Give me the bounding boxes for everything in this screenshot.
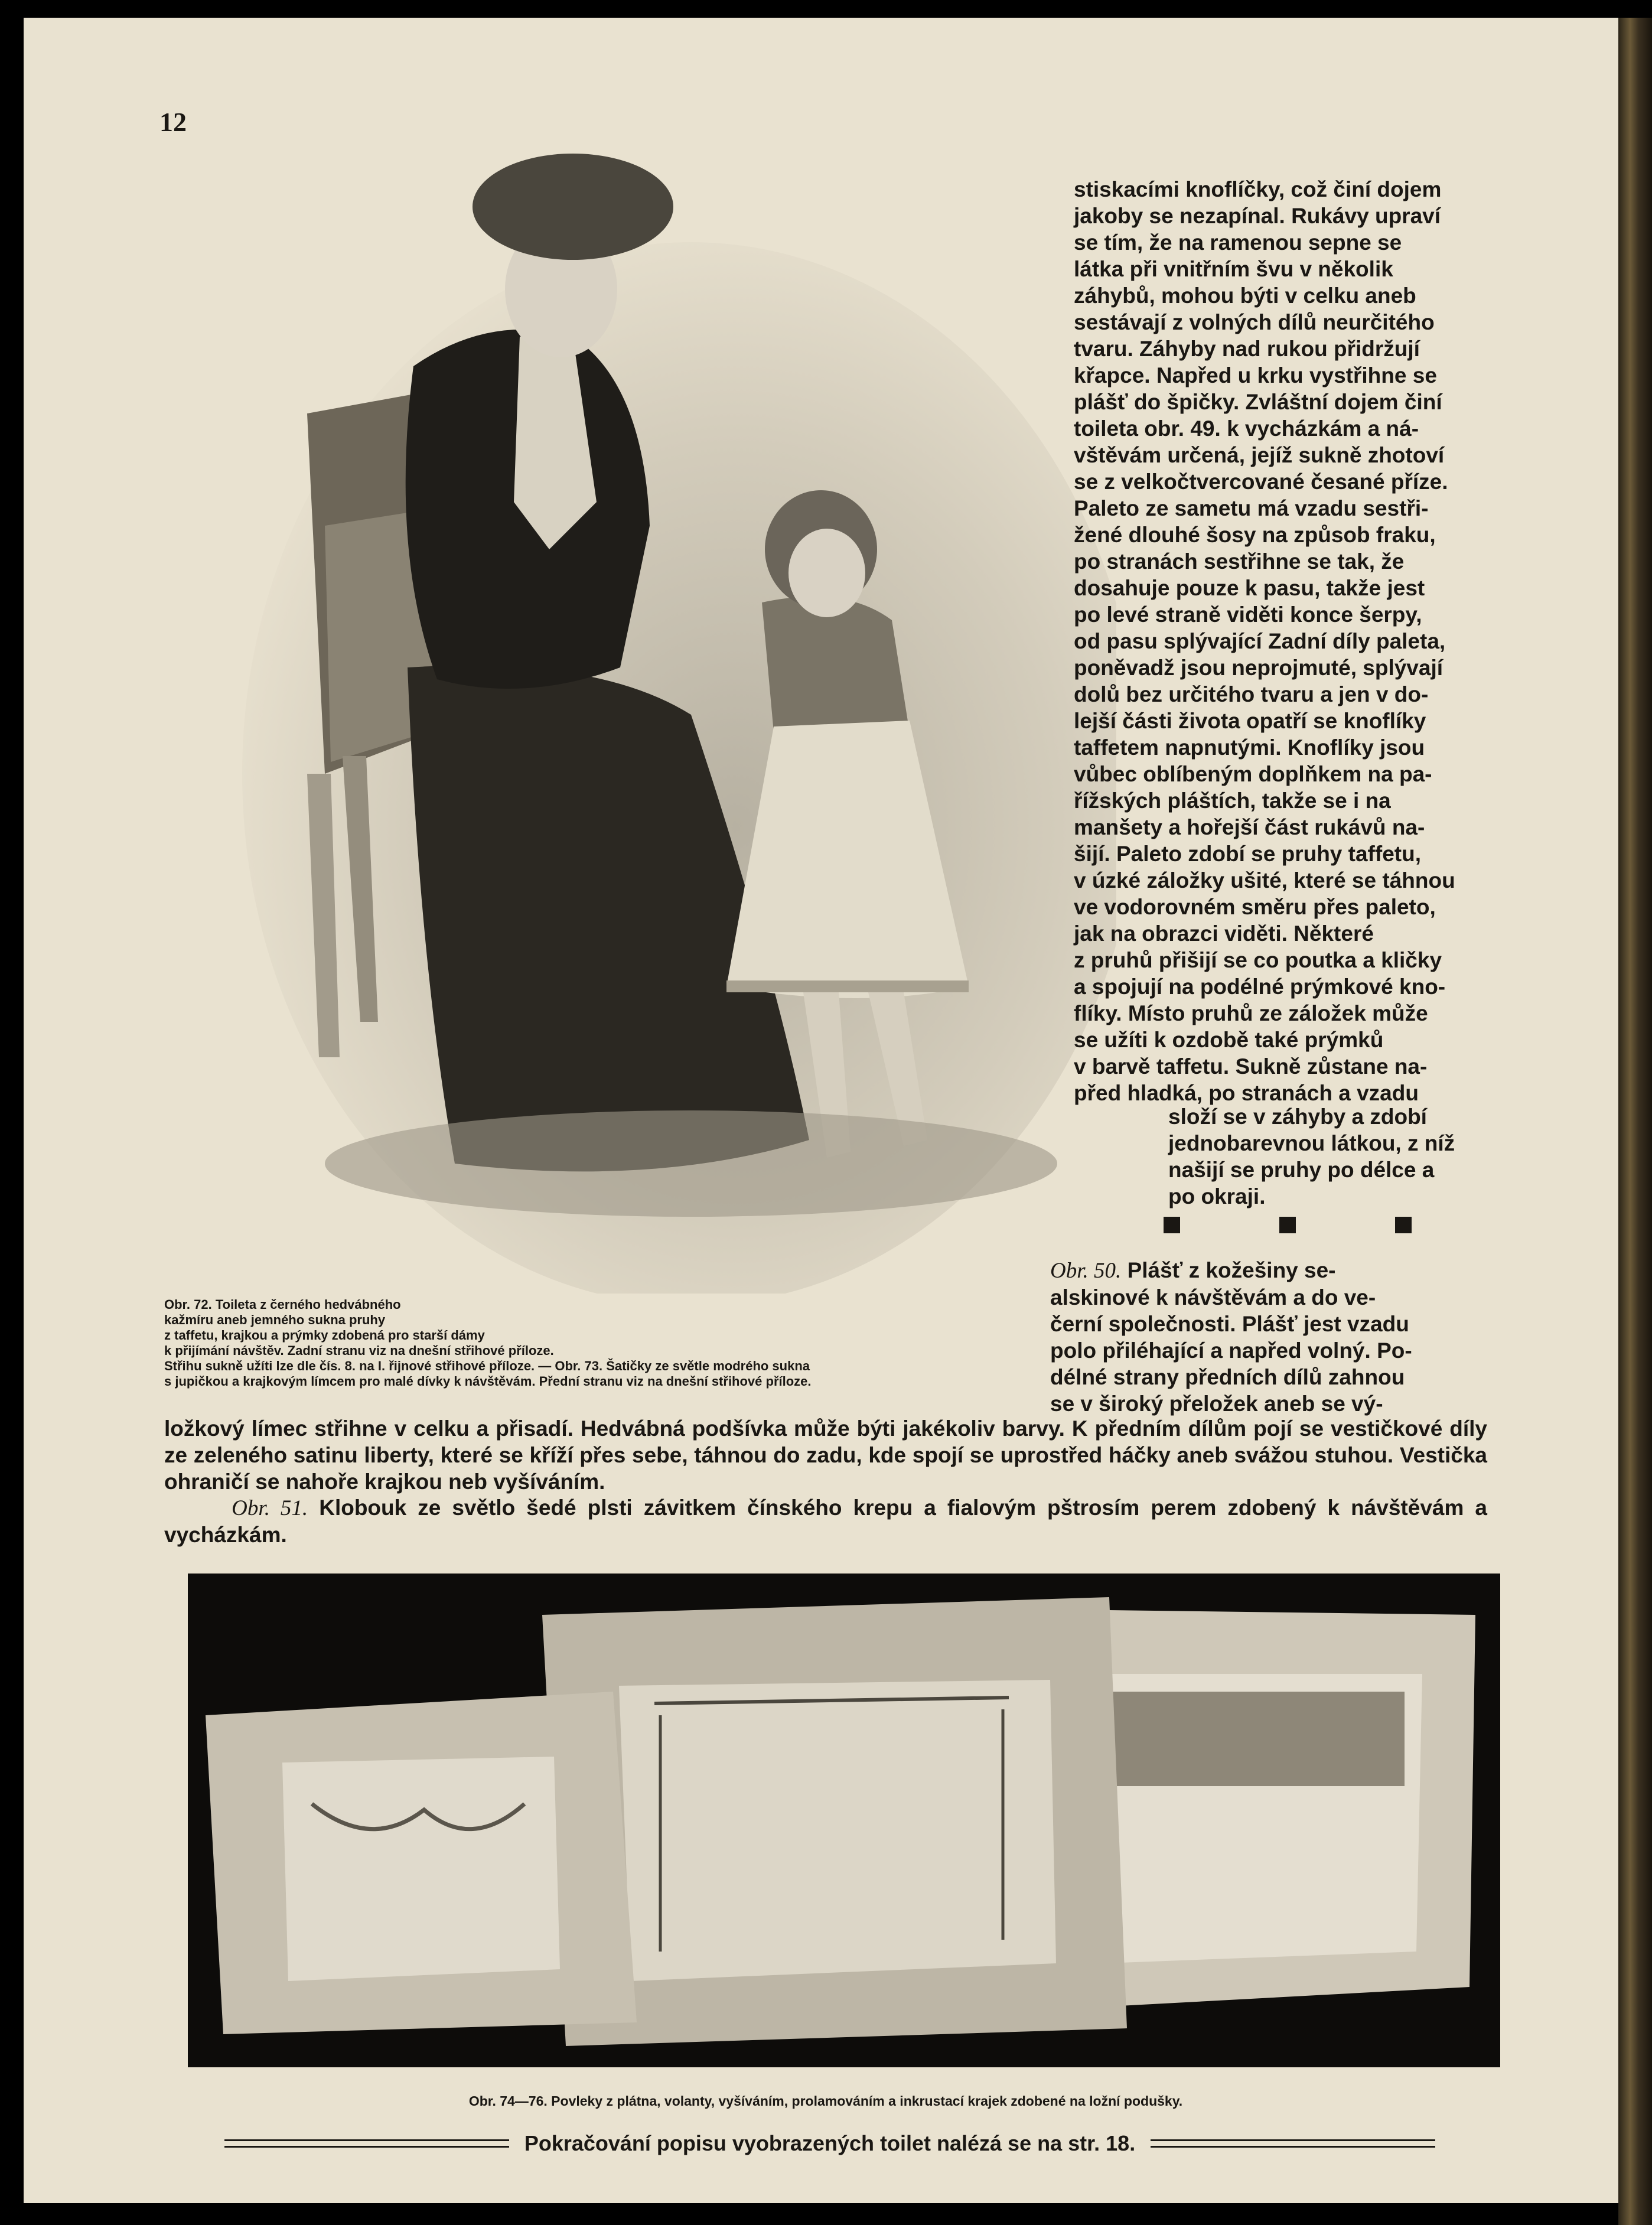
obr51-text: Klobouk ze světlo šedé plsti závitkem čínského krepu a fialovým pštrosím perem zdobený k návštěvám a vycházkám. — [164, 1496, 1487, 1547]
full-width-paragraph: ložkový límec střihne v celku a přisadí. Hedvábná podšívka může býti jakékoliv barvy. K předním dílům pojí se vestičkové díly ze zeleného satinu liberty, které se kříží přes sebe, táhnou do zadu, kde spojí se uprostřed háčky aneb svážou stuhou. Vestička ohraničí se nahoře krajkou neb vyšíváním. — [164, 1416, 1487, 1494]
page-number: 12 — [159, 107, 187, 137]
separator-square — [1395, 1217, 1412, 1233]
figure-caption-72-73: Obr. 72. Toileta z černého hedvábného kažmíru aneb jemného sukna pruhy z taffetu, krajkou a prýmky zdobená pro starší dámy k přijímání návštěv. Zadní stranu viz na dnešní střihové příloze. Střihu sukně užíti lze dle čís. 8. na I. řijnové střihové příloze. — Obr. 73. Šatičky ze světle modrého sukna s jupičkou a krajkovým límcem pro malé dívky k návštěvám. Přední stranu viz na dnešní střihové příloze. — [164, 1297, 812, 1389]
magazine-page — [24, 18, 1618, 2203]
separator-square — [1279, 1217, 1296, 1233]
right-column-text: stiskacími knoflíčky, což činí dojem jakoby se nezapínal. Rukávy upraví se tím, že na ramenou sepne se látka při vnitřním švu v několik záhybů, mohou býti v celku aneb sestávají z volných dílů neurčitého tvaru. Záhyby nad rukou přidržují křapce. Napřed u krku vystřihne se plášť do špičky. Zvláštní dojem činí toileta obr. 49. k vycházkám a ná- vštěvám určená, jejíž sukně zhotoví se z velkočtvercované česané příze. Paleto ze sametu má vzadu sestři- žené dlouhé šosy na způsob fraku, po stranách sestřihne se tak, že dosahuje pouze k pasu, takže jest po levé straně viděti konce šerpy, od pasu splývající Zadní díly paleta, poněvadž jsou neprojmuté, splývají dolů bez určitého tvaru a jen v do- lejší části života opatří se knoflíky taffetem napnutými. Knoflíky jsou vůbec oblíbeným doplňkem na pa- řížských pláštích, takže se i na manšety a hořejší část rukávů na- šijí. Paleto zdobí se pruhy taffetu, v úzké záložky ušité, které se táhnou ve vodorovném směru přes paleto, jak na obrazci viděti. Některé z pruhů přišijí se co poutka a kličky a spojují na podélné prýmkové kno- flíky. Místo pruhů ze záložek může se užíti k ozdobě také prýmků v barvě taffetu. Sukně zůstane na- před hladká, po stranách a vzadu — [1074, 177, 1455, 1105]
right-column-narrow-text: složí se v záhyby a zdobí jednobarevnou látkou, z níž našijí se pruhy po délce a po okraji. — [1168, 1105, 1455, 1208]
obr50-paragraph — [1050, 1257, 1487, 1417]
double-rule-left — [224, 2139, 509, 2148]
figure-caption-74-76: Obr. 74—76. Povleky z plátna, volanty, vyšíváním, prolamováním a inkrustací krajek zdobené na ložní podušky. — [468, 2093, 1183, 2109]
continuation-note — [224, 2131, 1435, 2156]
obr50-label: Obr. 50. — [1050, 1259, 1122, 1283]
double-rule-right — [1151, 2139, 1435, 2148]
section-separator — [1164, 1217, 1412, 1233]
separator-square — [1164, 1217, 1180, 1233]
page-binding-edge — [1618, 18, 1652, 2225]
obr51-paragraph — [164, 1494, 1487, 1548]
obr51-label: Obr. 51. — [232, 1496, 308, 1520]
pillow-covers-illustration — [188, 1574, 1500, 2067]
continuation-note-text: Pokračování popisu vyobrazených toilet nalézá se na str. 18. — [524, 2131, 1136, 2155]
fashion-illustration-lady-and-girl — [242, 136, 1116, 1294]
obr50-text: Plášť z kožešiny se- alskinové k návštěvám a do ve- černí společnosti. Plášť jest vzadu polo přiléhající a napřed volný. Po- délné strany předních dílů zahnou se v široký přeložek aneb se vý- — [1050, 1258, 1412, 1416]
